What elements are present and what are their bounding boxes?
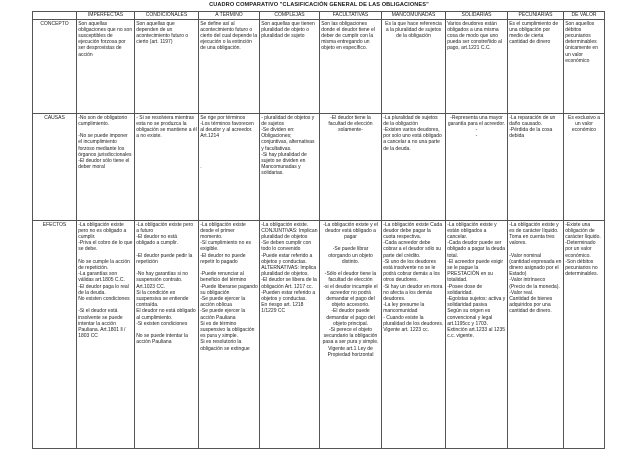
- table-cell: -La obligación existe y es de carácter líquido. Toma en cuenta tres valores. -Valor nominal (cantidad expresada en dinero asignado por el Estado) -Valor intrínseco (Precio de la moneda). -Valor real. Cantidad de bienes adquiridos por una cantidad de dinero.: [508, 221, 564, 449]
- table-cell: -La reparación de un daño causado. -Pérdida de la cosa debida: [508, 114, 564, 221]
- table-cell: -La obligación existe y están obligados a cancelar. -Cada deudor puede ser obligado a pagar la deuda total. -El acreedor puede exigir se le pague la PRESTACIÓN en su totalidad. -Posee dose de solidaridad. -Egoístas sujetos: activa y solidaridad pasiva Según su origen es convencional y legal art.1195cc y 1703. Extinción art.1233 al 1235 c.c. vigente.: [446, 221, 508, 449]
- header-row: [33, 12, 605, 20]
- table-cell: Es la que hace referencia a la pluralidad de sujetos de la obligación: [382, 20, 446, 114]
- table-cell: Son aquellas que dependen de un acontecimiento futuro o cierto (art. 1197): [135, 20, 199, 114]
- table-cell: -Representa una mayor garantía para el acreedor. - -: [446, 114, 508, 221]
- row-label-efectos: EFECTOS: [33, 221, 77, 449]
- column-header: MANCOMUNADAS: [382, 12, 446, 20]
- column-header: CONDICIONALES: [135, 12, 199, 20]
- table-cell: -La pluralidad de sujetos de la obligación -Existen varios deudores, por solo uno está obligado a cancelar a no una parte de la deuda.: [382, 114, 446, 221]
- table-cell: - Si se resolviera mientras esta no se produzca la obligación se mantiene a él a no existe.: [135, 114, 199, 221]
- table-cell: -La obligación existe desde el primer momento. -Sí cumplimiento no es exigible. -El deudor no puede repetir lo pagado -Puede renunciar al beneficio del término -Puede liberarse pagando su obligación -Se puede ejercer la acción oblicua -Se puede ejercer la acción Pauliana Si es de término suspensivo la obligación es pura y simple. Si es resolutorio la obligación se extingue: [199, 221, 260, 449]
- table-cell: Es el cumplimiento de una obligación por medio de cierta cantidad de dinero: [508, 20, 564, 114]
- table-cell: - pluralidad de objetos y de sujetos -Se dividen en: Obligaciones; conjuntivas, alternativas y facultativas. -Si hay pluralidad de sujeto se dividen en Mancomunadas y solidarias.: [260, 114, 320, 221]
- table-cell: Varios deudores están obligados a una misma cosa de modo que uno pueda ser constreñido al pago, art.1221 C.C.: [446, 20, 508, 114]
- column-header: PECUNIARIAS: [508, 12, 564, 20]
- table-cell: Son aquellas obligaciones que no son susceptibles de ejecución forzosa por ser desprovistas de acción: [77, 20, 135, 114]
- table-cell: Es exclusivo a un valor económico: [564, 114, 605, 221]
- row-label-concepto: CONCEPTO: [33, 20, 77, 114]
- table-cell: Son aquellos débitos pecuniarios determinables únicamente en un valor económico: [564, 20, 605, 114]
- table-cell: -La obligación existe Cada deudor debe pagar la cuota respectiva. -Cada acreedor debe cobrar a el deudor sólo su parte del crédito. -Si uno de los deudores está insolvente no se le podrá cobrar demás a los otros deudores. -Si hay un deudor en mora no afecta a los demás deudores. -La ley presume la mancomunidad - Cuando existe la pluralidad de los deudores. Vigente art. 1223 cc.: [382, 221, 446, 449]
- row-label-causas: CAUSAS: [33, 114, 77, 221]
- document-title: CUADRO COMPARATIVO "CLASIFICACIÓN GENERAL DE LAS OBLIGACIONES": [209, 2, 429, 8]
- table-row: [33, 221, 605, 449]
- table-cell: Se define así al acontecimiento futuro o cierto del cual depende la ejecución o la extinción de una obligación.: [199, 20, 260, 114]
- table-cell: -La obligación existe. CONJUNTIVAS: Implican pluralidad de objetos -Se deben cumplir con todo lo convenido -Puede estar referido a objetos y conductas. ALTERNATIVAS: Implica pluralidad de objetos. -El deudor se libera de la obligación Art. 1217 cc. -Pueden estar referido a objetos y conductas. En riesgo art. 1218 1/1229 CC: [260, 221, 320, 449]
- table-cell: -No son de obligatorio cumplimiento. -No se puede imponer el incumplimiento forzoso mediante los órganos jurisdiccionales -El deudor sólo tiene el deber moral: [77, 114, 135, 221]
- table-cell: Se rige por términos -Los términos favorecen al deudor y al acreedor. Art.1214 .: [199, 114, 260, 221]
- column-header: SOLIDARIAS: [446, 12, 508, 20]
- table-row: [33, 20, 605, 114]
- table-row: [33, 114, 605, 221]
- table-cell: -Existe una obligación de carácter líquido. -Determinado por un valor económico. -Son débitos pecuniarios no determinables.: [564, 221, 605, 449]
- table-cell: -El deudor tiene la facultad de elección solamente-: [320, 114, 382, 221]
- column-header: DE VALOR: [564, 12, 605, 20]
- column-header: COMPLEJAS: [260, 12, 320, 20]
- column-header: FACULTATIVAS: [320, 12, 382, 20]
- table-cell: -La obligación existe y el deudor está obligado a pagar . -Se puede librar otorgando un objeto distinto. -Sólo el deudor tiene la facultad de elección -si el deudor incumple el acreedor no podrá demandar el pago del objeto accesorio. -El deudor puede demandar el pago del objeto principal. -Si perece el objeto secundario la obligación pasa a ser pura y simple. Vigente art.1 Ley de Propiedad horizontal: [320, 221, 382, 449]
- table-cell: Son aquellas que tienen pluralidad de objeto o pluralidad de sujeto: [260, 20, 320, 114]
- table-cell: -La obligación existe pero a futuro -El deudor no está obligado a cumplir. -El deudor puede pedir la repetición -No hay garantías si no suspensión contrato. Art.1023 CC. Si la condición es suspensiva se entiende contraída. El deudor no está obligado al cumplimiento. -Si existen condiciones No se puede intentar la acción Pauliana: [135, 221, 199, 449]
- comparison-table: [32, 11, 605, 449]
- table-cell: -La obligación existe pero no es obligado a cumplir. -Priva el cobro de lo que se debe. No se cumple la acción de repetición. -La garantías son válidas art.1805 C.C. -El deudor paga lo real de la deuda. No existen condiciones -Si el deudor está insolvente se puede intentar la acción Pauliana. Art.1801 ll / 1803 CC: [77, 221, 135, 449]
- table-cell: Son las obligaciones donde el deudor tiene el deber de cumplir con la misma entregando un objeto en específico.: [320, 20, 382, 114]
- column-header: IMPERFECTAS: [77, 12, 135, 20]
- column-header: A TÉRMINO: [199, 12, 260, 20]
- column-header: [33, 12, 77, 20]
